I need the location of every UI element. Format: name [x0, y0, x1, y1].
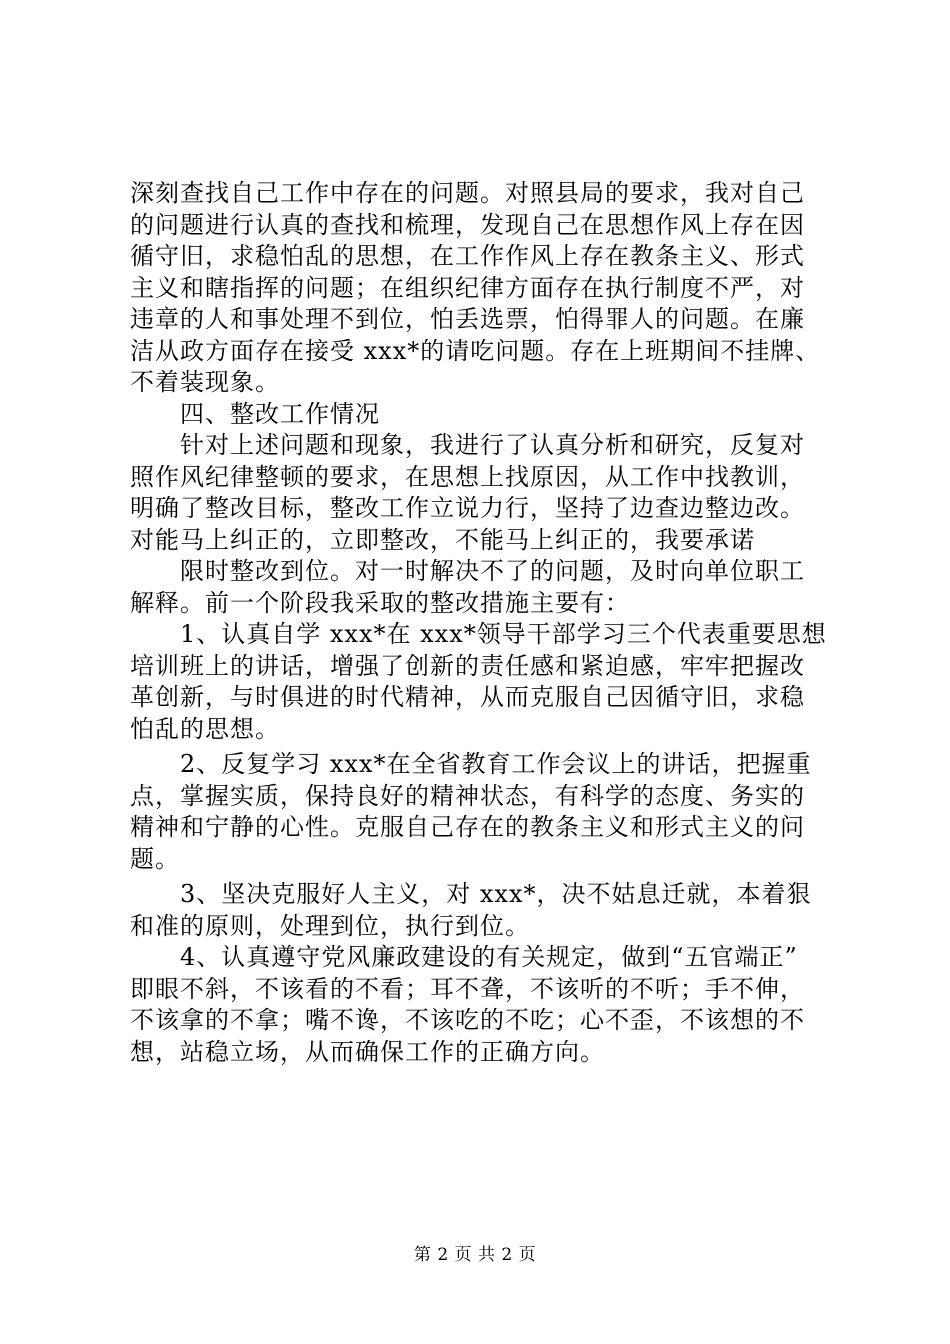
list-item-3-line: 3、坚决克服好人主义，对 xxx*，决不姑息迁就，本着狠 [130, 880, 812, 908]
list-item-1-line: 培训班上的讲话，增强了创新的责任感和紧迫感，牢牢把握改 [130, 651, 805, 680]
section-heading: 四、整改工作情况 [130, 399, 380, 428]
list-item-2-line: 精神和宁静的心性。克服自己存在的教条主义和形式主义的问 [130, 813, 805, 841]
text-line: 明确了整改目标，整改工作立说力行，坚持了边查边整边改。 [130, 494, 805, 522]
text-line: 主义和瞎指挥的问题；在组织纪律方面存在执行制度不严，对 [130, 273, 805, 302]
text-line: 洁从政方面存在接受 xxx*的请吃问题。存在上班期间不挂牌、 [130, 336, 821, 365]
document-body [130, 178, 830, 1068]
text-line: 循守旧，求稳怕乱的思想，在工作作风上存在教条主义、形式 [130, 242, 805, 270]
list-item-2-line: 点，掌握实质，保持良好的精神状态，有科学的态度、务实的 [130, 781, 805, 810]
list-item-1-line: 革创新，与时俱进的时代精神，从而克服自己因循守旧，求稳 [130, 683, 805, 711]
text-line: 对能马上纠正的，立即整改，不能马上纠正的，我要承诺 [130, 525, 755, 554]
text-line: 限时整改到位。对一时解决不了的问题，及时向单位职工 [130, 557, 805, 585]
list-item-1-line: 1、认真自学 xxx*在 xxx*领导干部学习三个代表重要思想 [130, 620, 827, 648]
text-line: 解释。前一个阶段我采取的整改措施主要有： [130, 588, 630, 617]
text-line: 的问题进行认真的查找和梳理，发现自己在思想作风上存在因 [130, 210, 805, 239]
list-item-3-line: 和准的原则，处理到位，执行到位。 [130, 911, 530, 940]
list-item-4-line: 4、认真遵守党风廉政建设的有关规定，做到“五官端正” [130, 943, 798, 971]
text-line: 不着装现象。 [130, 368, 280, 396]
page-footer: 第 2 页 共 2 页 [413, 1245, 537, 1265]
list-item-4-line: 想，站稳立场，从而确保工作的正确方向。 [130, 1037, 605, 1066]
text-line: 深刻查找自己工作中存在的问题。对照县局的要求，我对自己 [130, 179, 805, 207]
text-line: 针对上述问题和现象，我进行了认真分析和研究，反复对 [130, 431, 805, 459]
text-line: 违章的人和事处理不到位，怕丢选票，怕得罪人的问题。在廉 [130, 305, 805, 333]
text-line: 照作风纪律整顿的要求，在思想上找原因，从工作中找教训， [130, 462, 805, 491]
list-item-4-line: 不该拿的不拿；嘴不谗，不该吃的不吃；心不歪，不该想的不 [130, 1006, 805, 1034]
list-item-2-line: 2、反复学习 xxx*在全省教育工作会议上的讲话，把握重 [130, 750, 812, 778]
list-item-2-line: 题。 [130, 844, 180, 873]
list-item-1-line: 怕乱的思想。 [130, 714, 280, 743]
list-item-4-line: 即眼不斜，不该看的不看；耳不聋，不该听的不听；手不伸， [130, 974, 805, 1003]
